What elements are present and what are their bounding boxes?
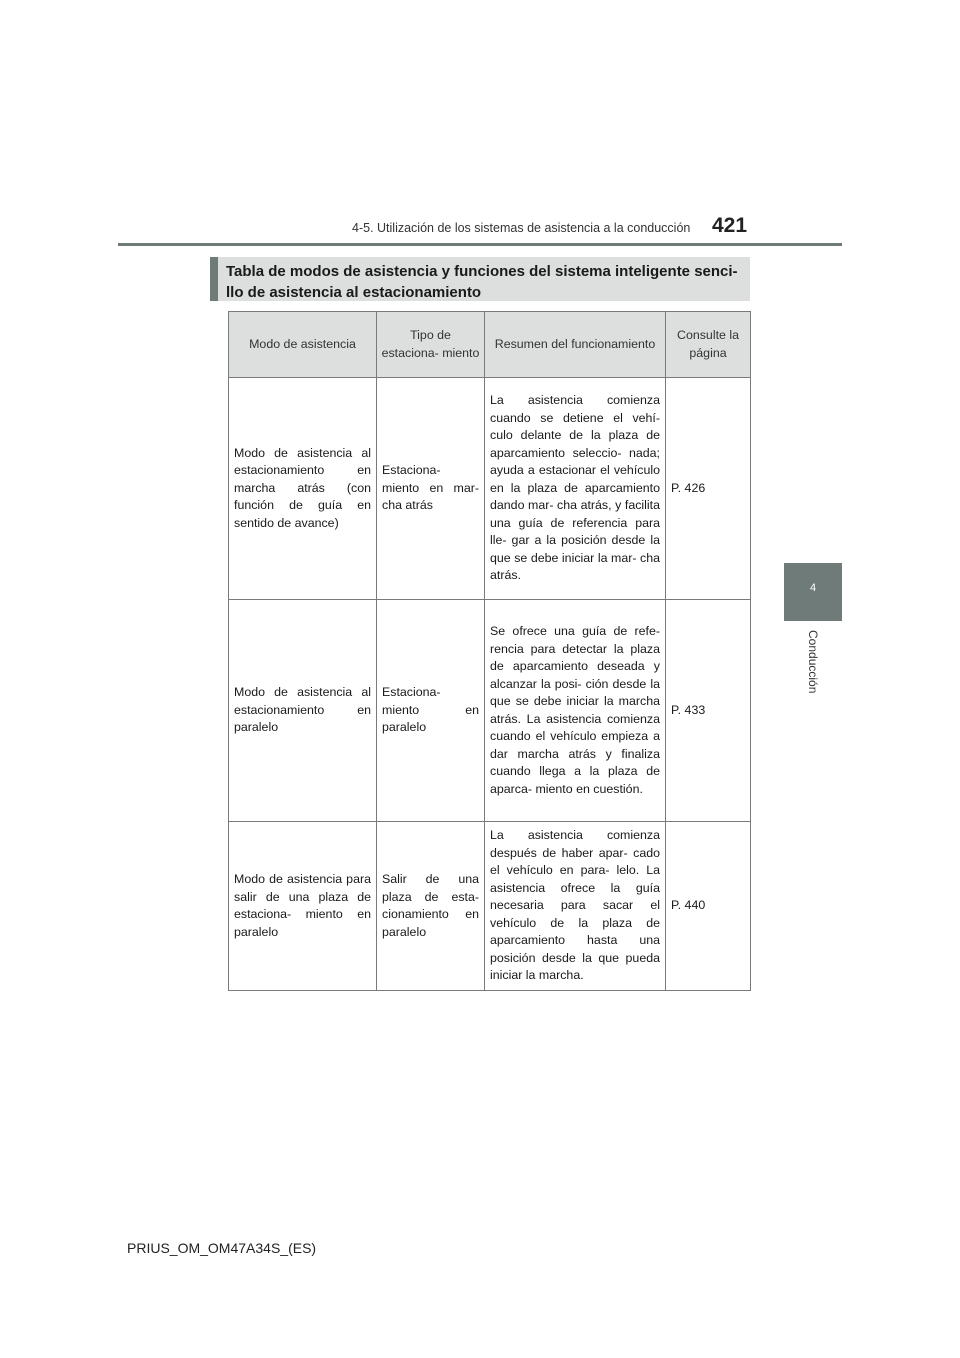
table-row	[229, 600, 751, 822]
column-header-mode: Modo de asistencia	[229, 312, 377, 378]
running-header: 4-5. Utilización de los sistemas de asistencia a la conducción	[352, 221, 691, 235]
cell-page-ref: P. 426	[666, 378, 751, 600]
cell-type: Estaciona- miento en mar- cha atrás	[377, 378, 485, 600]
table-row	[229, 378, 751, 600]
cell-page-ref: P. 433	[666, 600, 751, 822]
assistance-modes-table	[228, 311, 751, 991]
cell-type: Salir de una plaza de esta- cionamiento en paralelo	[377, 822, 485, 991]
column-header-summary: Resumen del funcionamiento	[485, 312, 666, 378]
cell-mode: Modo de asistencia al estacionamiento en marcha atrás (con función de guía en sentido de avance)	[229, 378, 377, 600]
column-header-page: Consulte la página	[666, 312, 751, 378]
table-row	[229, 822, 751, 991]
column-header-type: Tipo de estaciona- miento	[377, 312, 485, 378]
cell-summary: Se ofrece una guía de refe- rencia para detectar la plaza de aparcamiento deseada y alcanzar la posi- ción desde la que se debe iniciar la marcha atrás. La asistencia comienza cuando el vehículo empieza a dar marcha atrás y finaliza cuando llega a la plaza de aparca- miento en cuestión.	[485, 600, 666, 822]
chapter-tab	[784, 563, 842, 621]
cell-summary: La asistencia comienza después de haber apar- cado el vehículo en para- lelo. La asistencia ofrece la guía necesaria para sacar el vehículo de la plaza de aparcamiento hasta una posición desde la que pueda iniciar la marcha.	[485, 822, 666, 991]
document-code: PRIUS_OM_OM47A34S_(ES)	[127, 1240, 317, 1256]
chapter-number: 4	[809, 582, 817, 594]
table-header-row	[229, 312, 751, 378]
cell-mode: Modo de asistencia para salir de una plaza de estaciona- miento en paralelo	[229, 822, 377, 991]
cell-summary: La asistencia comienza cuando se detiene el vehí- culo delante de la plaza de aparcamiento seleccio- nada; ayuda a estacionar el vehículo en la plaza de aparcamiento dando mar- cha atrás, y facilita una guía de referencia para lle- gar a la posición desde la que se debe iniciar la mar- cha atrás.	[485, 378, 666, 600]
page-number: 421	[712, 214, 748, 237]
chapter-label-container	[784, 630, 842, 710]
cell-page-ref: P. 440	[666, 822, 751, 991]
header-divider	[118, 243, 842, 246]
cell-type: Estaciona- miento en paralelo	[377, 600, 485, 822]
chapter-label: Conducción	[806, 630, 820, 694]
cell-mode: Modo de asistencia al estacionamiento en paralelo	[229, 600, 377, 822]
section-heading: Tabla de modos de asistencia y funciones del sistema inteligente senci- llo de asistencia al estacionamiento	[210, 257, 750, 301]
